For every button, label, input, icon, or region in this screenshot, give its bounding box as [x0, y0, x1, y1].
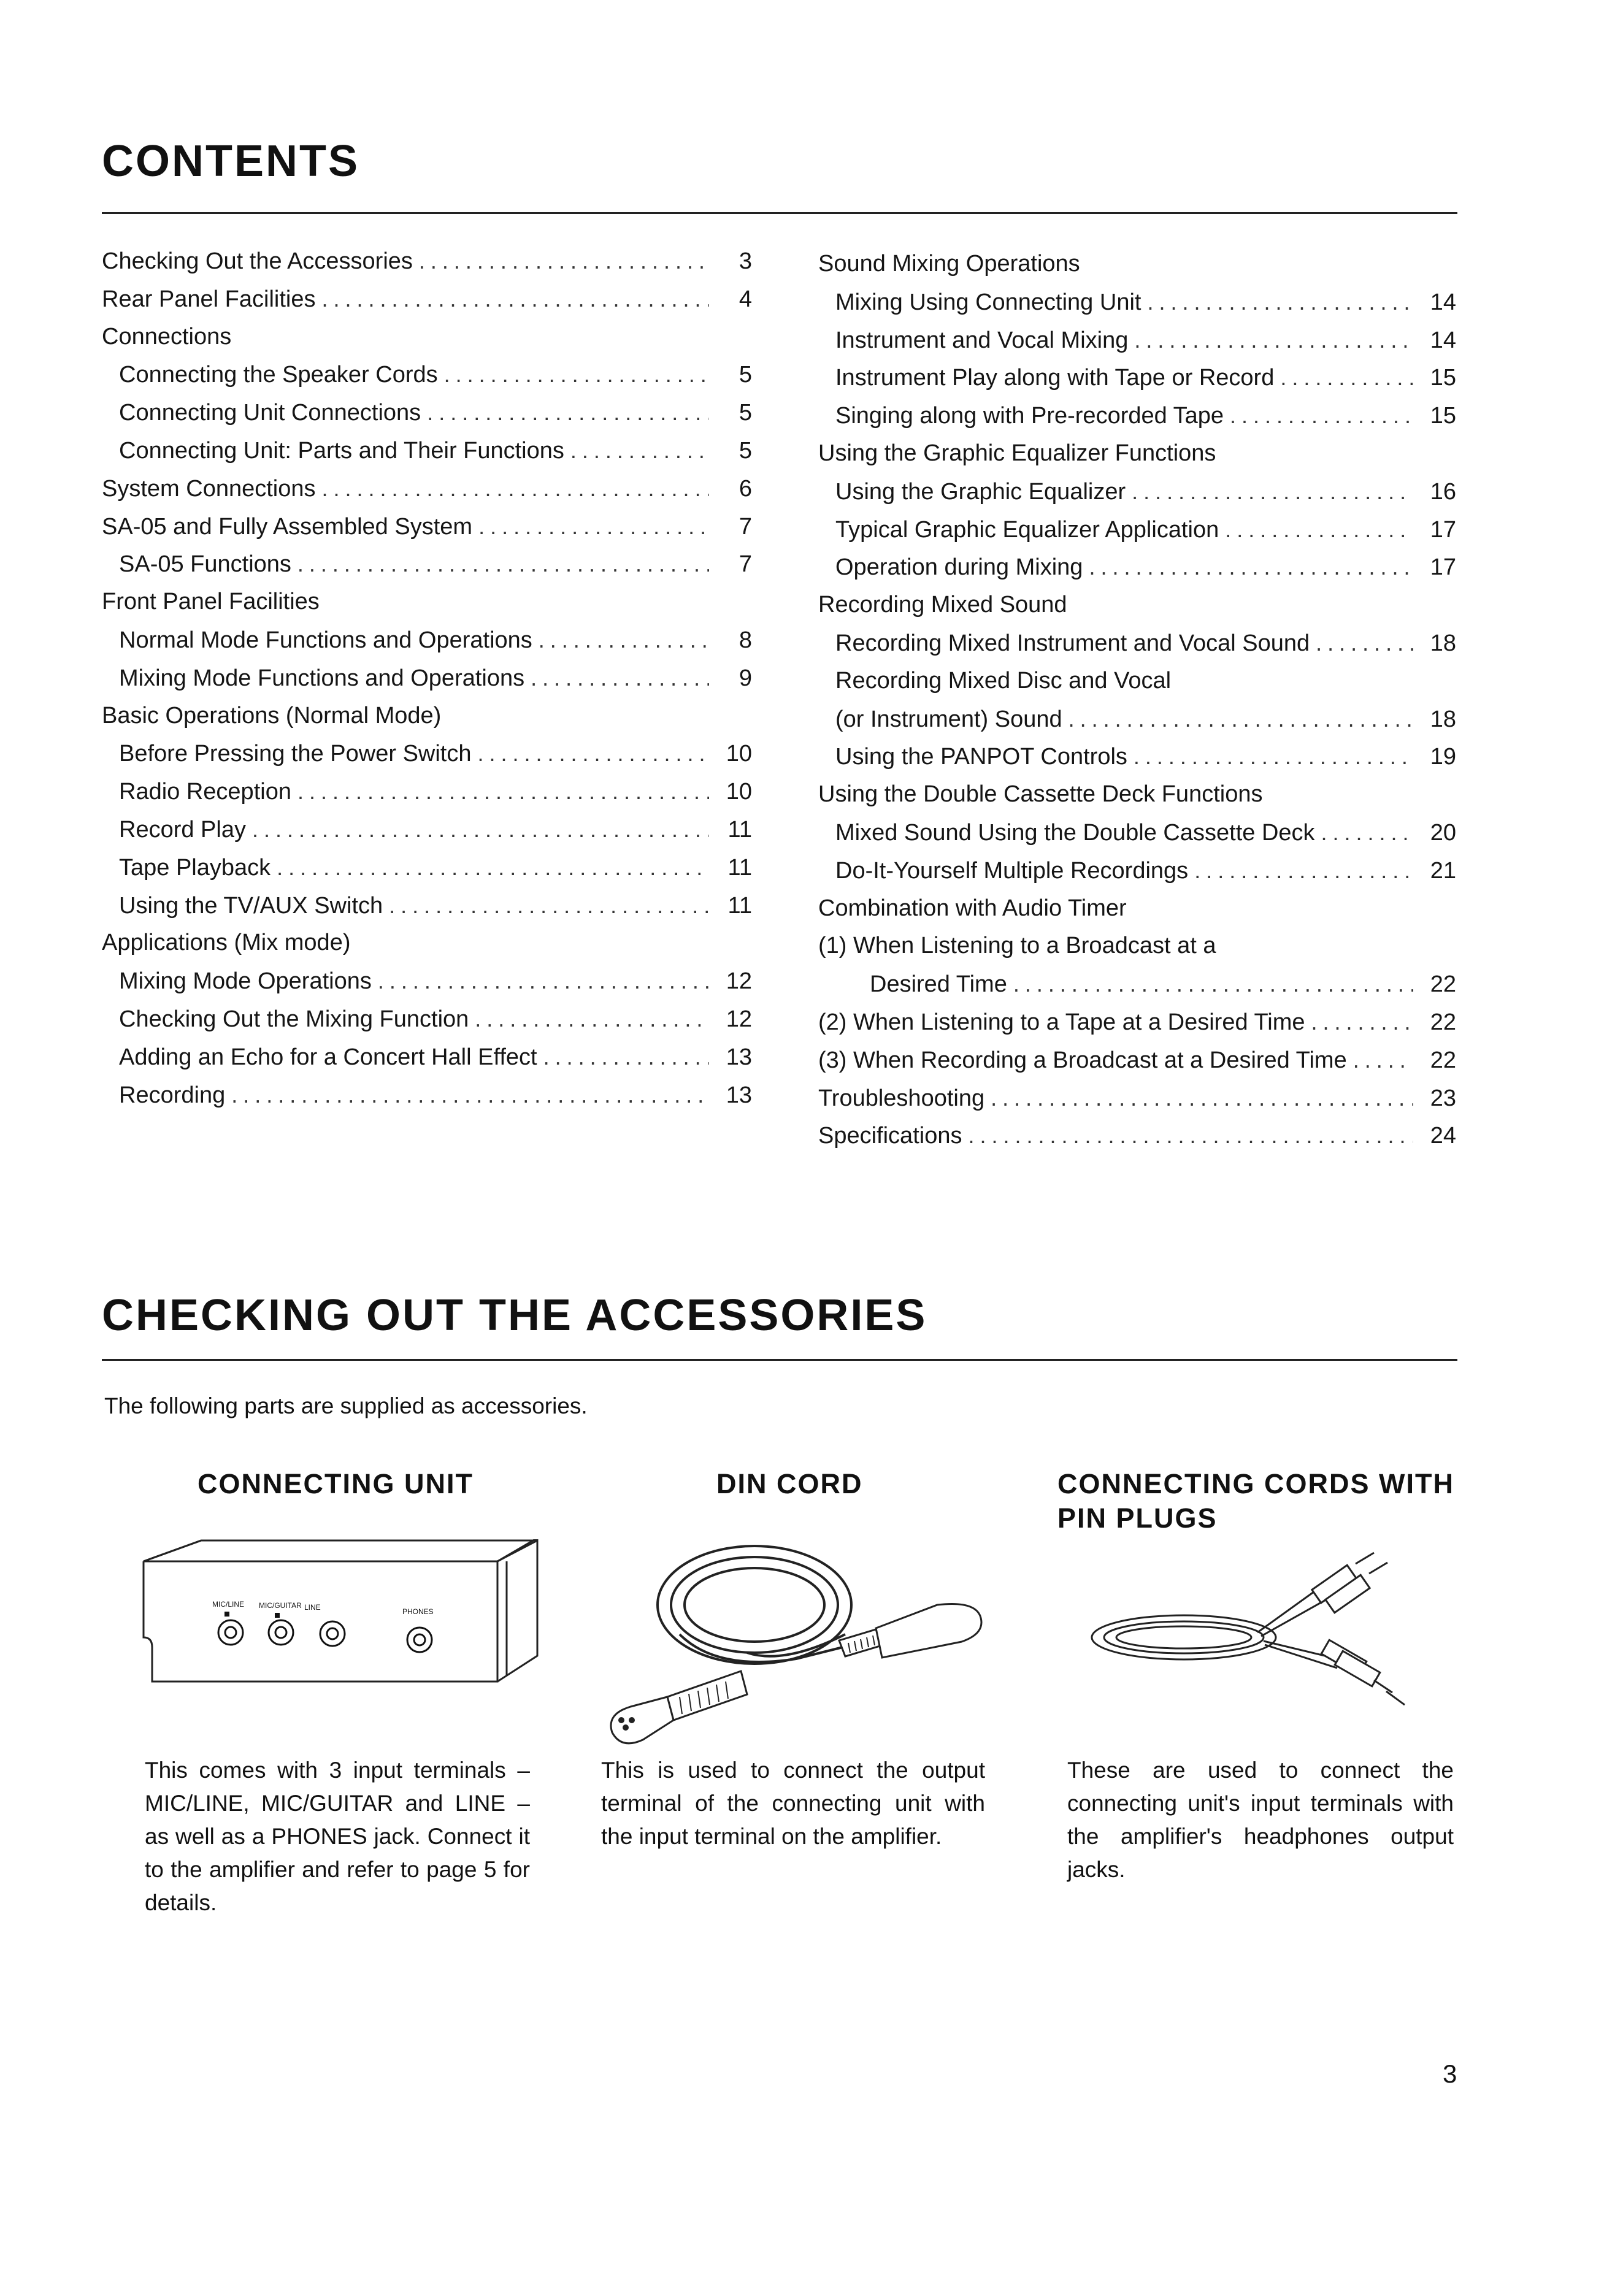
toc-entry-title: Singing along with Pre-recorded Tape [835, 403, 1224, 429]
toc-leader-dots [1147, 283, 1413, 321]
toc-entry-page: 5 [739, 400, 752, 426]
toc-entry-page: 17 [1430, 554, 1456, 581]
accessory-desc-connecting-unit: This comes with 3 input terminals – MIC/LINE, MIC/GUITAR and LINE – as well as a PHONES jack. Connect it to the amplifier and refer to page 5 for details. [145, 1758, 530, 1915]
toc-entry [818, 586, 1456, 624]
toc-leader-dots [419, 242, 709, 280]
toc-entry-page: 23 [1430, 1085, 1456, 1111]
accessories-heading: CHECKING OUT THE ACCESSORIES [102, 1291, 927, 1340]
toc-entry-page: 15 [1430, 365, 1456, 391]
toc-entry [818, 738, 1456, 776]
contents-heading: CONTENTS [102, 137, 359, 186]
toc-entry [818, 435, 1456, 473]
toc-leader-dots [1353, 1041, 1413, 1079]
toc-entry-page: 16 [1430, 478, 1456, 505]
toc-entry-title: SA-05 Functions [119, 551, 291, 578]
accessory-desc-din-cord: This is used to connect the output terminal of the connecting unit with the input terminal on the amplifier. [601, 1758, 985, 1849]
toc-entry-title: Rear Panel Facilities [102, 286, 316, 312]
toc-entry-title: Mixing Mode Operations [119, 968, 372, 995]
toc-leader-dots [475, 1000, 709, 1038]
toc-entry [102, 242, 752, 280]
toc-leader-dots [1132, 473, 1413, 511]
toc-leader-dots [1230, 397, 1413, 435]
toc-entry-title: Checking Out the Mixing Function [119, 1006, 469, 1032]
toc-entry-page: 22 [1430, 1047, 1456, 1073]
toc-entry [102, 849, 752, 887]
toc-entry-page: 10 [726, 779, 752, 805]
connecting-unit-illustration [139, 1539, 568, 1705]
toc-entry-page: 22 [1430, 1009, 1456, 1035]
toc-entry-title: Connecting the Speaker Cords [119, 362, 438, 388]
toc-entry-page: 19 [1430, 744, 1456, 770]
pin-plug-cords-illustration [1080, 1552, 1448, 1735]
toc-entry-title: Connecting Unit: Parts and Their Functions [119, 437, 564, 464]
toc-entry [102, 811, 752, 849]
toc-entry-title: Sound Mixing Operations [818, 251, 1080, 277]
toc-entry-title: Using the Graphic Equalizer Functions [818, 440, 1216, 466]
toc-entry [102, 432, 752, 470]
toc-entry [818, 321, 1456, 359]
toc-entry-title: Using the Double Cassette Deck Functions [818, 781, 1263, 808]
toc-leader-dots [570, 432, 709, 470]
toc-leader-dots [1089, 548, 1413, 586]
toc-leader-dots [968, 1117, 1413, 1155]
toc-leader-dots [321, 280, 709, 318]
toc-entry [102, 924, 752, 962]
toc-leader-dots [1311, 1003, 1414, 1041]
toc-left-column [102, 242, 752, 1114]
toc-entry-title: SA-05 and Fully Assembled System [102, 513, 473, 540]
toc-entry-page: 5 [739, 362, 752, 388]
toc-entry [102, 773, 752, 811]
toc-leader-dots [252, 811, 709, 849]
accessory-title-din-cord: DIN CORD [716, 1468, 863, 1499]
toc-entry-page: 11 [727, 816, 752, 843]
toc-entry [818, 1079, 1456, 1117]
toc-entry-title: Do-It-Yourself Multiple Recordings [835, 857, 1189, 884]
toc-entry-title: Basic Operations (Normal Mode) [102, 702, 442, 729]
toc-entry-title: Typical Graphic Equalizer Application [835, 516, 1219, 543]
accessory-title-connecting-unit: CONNECTING UNIT [198, 1468, 474, 1499]
accessory-desc-pin-plug-cords: These are used to connect the connecting unit's input terminals with the amplifier's headphones output jacks. [1067, 1758, 1454, 1882]
toc-entry-page: 20 [1430, 819, 1456, 846]
toc-entry [102, 887, 752, 925]
toc-entry [102, 659, 752, 697]
toc-leader-dots [1225, 511, 1413, 549]
toc-leader-dots [478, 508, 709, 546]
toc-entry-title: Recording Mixed Sound [818, 592, 1067, 618]
toc-entry-title: Tape Playback [119, 854, 271, 881]
toc-entry-title: Checking Out the Accessories [102, 248, 413, 274]
toc-entry-title: Radio Reception [119, 779, 291, 805]
toc-entry-page: 15 [1430, 403, 1456, 429]
toc-entry-page: 12 [726, 1006, 752, 1032]
toc-leader-dots [297, 545, 709, 583]
toc-entry-page: 12 [726, 968, 752, 995]
toc-entry-title: Operation during Mixing [835, 554, 1083, 581]
toc-entry-title: Mixed Sound Using the Double Cassette Deck [835, 819, 1315, 846]
toc-entry-page: 13 [726, 1082, 752, 1108]
toc-entry [102, 470, 752, 508]
toc-entry [818, 1041, 1456, 1079]
toc-entry [818, 511, 1456, 549]
toc-entry-title: Front Panel Facilities [102, 589, 320, 615]
toc-entry [818, 548, 1456, 586]
toc-entry-page: 6 [739, 475, 752, 502]
panel-label-phones: PHONES [402, 1607, 434, 1616]
toc-leader-dots [1069, 700, 1413, 738]
toc-entry-title: Using the PANPOT Controls [835, 744, 1127, 770]
toc-entry-page: 14 [1430, 327, 1456, 353]
contents-rule [102, 212, 1457, 214]
toc-entry-page: 10 [726, 741, 752, 767]
toc-entry-title: Connecting Unit Connections [119, 400, 421, 426]
toc-entry [818, 1003, 1456, 1041]
toc-entry [102, 621, 752, 659]
toc-entry [818, 1117, 1456, 1155]
toc-entry-title: Mixing Using Connecting Unit [835, 289, 1141, 315]
toc-entry-page: 11 [727, 854, 752, 881]
toc-entry [818, 359, 1456, 397]
toc-entry-title: Normal Mode Functions and Operations [119, 627, 532, 653]
toc-entry [818, 700, 1456, 738]
toc-entry-page: 21 [1430, 857, 1456, 884]
toc-entry-title: (2) When Listening to a Tape at a Desired Time [818, 1009, 1305, 1035]
toc-leader-dots [277, 849, 709, 887]
toc-entry-page: 8 [739, 627, 752, 653]
panel-label-mic-line: MIC/LINE [212, 1600, 245, 1609]
toc-entry-title: Before Pressing the Power Switch [119, 741, 472, 767]
toc-entry [818, 245, 1456, 283]
toc-entry-title: Recording [119, 1082, 226, 1108]
toc-entry [818, 965, 1456, 1003]
toc-leader-dots [444, 356, 709, 394]
panel-label-mic-guitar: MIC/GUITAR [259, 1601, 302, 1610]
toc-entry [102, 697, 752, 735]
toc-entry [102, 962, 752, 1000]
toc-entry-title: Specifications [818, 1123, 962, 1149]
toc-leader-dots [1321, 814, 1413, 852]
toc-entry-page: 17 [1430, 516, 1456, 543]
toc-entry-title: (1) When Listening to a Broadcast at a [818, 933, 1216, 959]
toc-entry [102, 583, 752, 621]
toc-entry [102, 394, 752, 432]
toc-entry-page: 18 [1430, 630, 1456, 656]
toc-leader-dots [1134, 738, 1413, 776]
accessory-title-pin-plug-cords: CONNECTING CORDS WITH PIN PLUGS [1057, 1468, 1454, 1534]
toc-entry [818, 852, 1456, 890]
toc-leader-dots [378, 962, 709, 1000]
toc-leader-dots [478, 735, 710, 773]
toc-entry-title: (3) When Recording a Broadcast at a Desired Time [818, 1047, 1347, 1073]
toc-entry-page: 4 [739, 286, 752, 312]
toc-entry [102, 318, 752, 356]
toc-entry-page: 13 [726, 1044, 752, 1070]
toc-entry [102, 1000, 752, 1038]
toc-entry [102, 735, 752, 773]
toc-leader-dots [231, 1076, 709, 1114]
toc-entry-page: 5 [739, 437, 752, 464]
toc-entry [818, 890, 1456, 928]
toc-entry [818, 397, 1456, 435]
toc-leader-dots [1013, 965, 1413, 1003]
toc-entry-page: 22 [1430, 971, 1456, 998]
toc-entry-title: System Connections [102, 475, 316, 502]
toc-entry-title: Adding an Echo for a Concert Hall Effect [119, 1044, 537, 1070]
toc-entry-title: Recording Mixed Instrument and Vocal Sound [835, 630, 1310, 656]
toc-entry [818, 662, 1456, 700]
toc-leader-dots [389, 887, 709, 925]
toc-entry-title: Instrument Play along with Tape or Record [835, 365, 1275, 391]
toc-entry [818, 624, 1456, 662]
toc-entry [818, 776, 1456, 814]
toc-leader-dots [1194, 852, 1413, 890]
toc-leader-dots [427, 394, 709, 432]
toc-entry [102, 545, 752, 583]
toc-leader-dots [531, 659, 709, 697]
page-number: 3 [1443, 2059, 1457, 2088]
toc-entry-title: Using the Graphic Equalizer [835, 478, 1126, 505]
toc-entry-title: (or Instrument) Sound [835, 706, 1062, 732]
toc-leader-dots [297, 773, 709, 811]
toc-entry-title: Troubleshooting [818, 1085, 985, 1111]
toc-entry [818, 814, 1456, 852]
toc-entry-page: 7 [739, 551, 752, 578]
toc-entry [102, 508, 752, 546]
toc-leader-dots [991, 1079, 1413, 1117]
toc-entry-page: 3 [739, 248, 752, 274]
toc-entry-title: Recording Mixed Disc and Vocal [835, 667, 1172, 694]
toc-entry [818, 927, 1456, 965]
toc-entry [102, 356, 752, 394]
toc-entry-title: Applications (Mix mode) [102, 930, 351, 956]
toc-entry-title: Record Play [119, 816, 246, 843]
accessories-intro: The following parts are supplied as accessories. [104, 1393, 588, 1418]
toc-leader-dots [1316, 624, 1413, 662]
toc-entry [818, 473, 1456, 511]
toc-leader-dots [1134, 321, 1413, 359]
toc-right-column [818, 245, 1456, 1155]
panel-label-line: LINE [304, 1603, 321, 1612]
toc-entry-title: Connections [102, 323, 232, 350]
toc-leader-dots [1280, 359, 1413, 397]
toc-leader-dots [543, 1038, 709, 1076]
toc-entry [102, 1038, 752, 1076]
toc-entry-page: 11 [727, 892, 752, 919]
toc-entry [102, 280, 752, 318]
din-cord-illustration [594, 1536, 999, 1757]
toc-entry [102, 1076, 752, 1114]
toc-leader-dots [539, 621, 709, 659]
toc-leader-dots [322, 470, 710, 508]
toc-entry [818, 283, 1456, 321]
toc-entry-page: 14 [1430, 289, 1456, 315]
toc-entry-page: 7 [739, 513, 752, 540]
toc-entry-page: 18 [1430, 706, 1456, 732]
toc-entry-title: Using the TV/AUX Switch [119, 892, 383, 919]
toc-entry-page: 24 [1430, 1123, 1456, 1149]
toc-entry-page: 9 [739, 665, 752, 691]
toc-entry-title: Combination with Audio Timer [818, 895, 1127, 921]
accessories-rule [102, 1359, 1457, 1361]
toc-entry-title: Desired Time [870, 971, 1007, 998]
toc-entry-title: Instrument and Vocal Mixing [835, 327, 1129, 353]
toc-entry-title: Mixing Mode Functions and Operations [119, 665, 525, 691]
